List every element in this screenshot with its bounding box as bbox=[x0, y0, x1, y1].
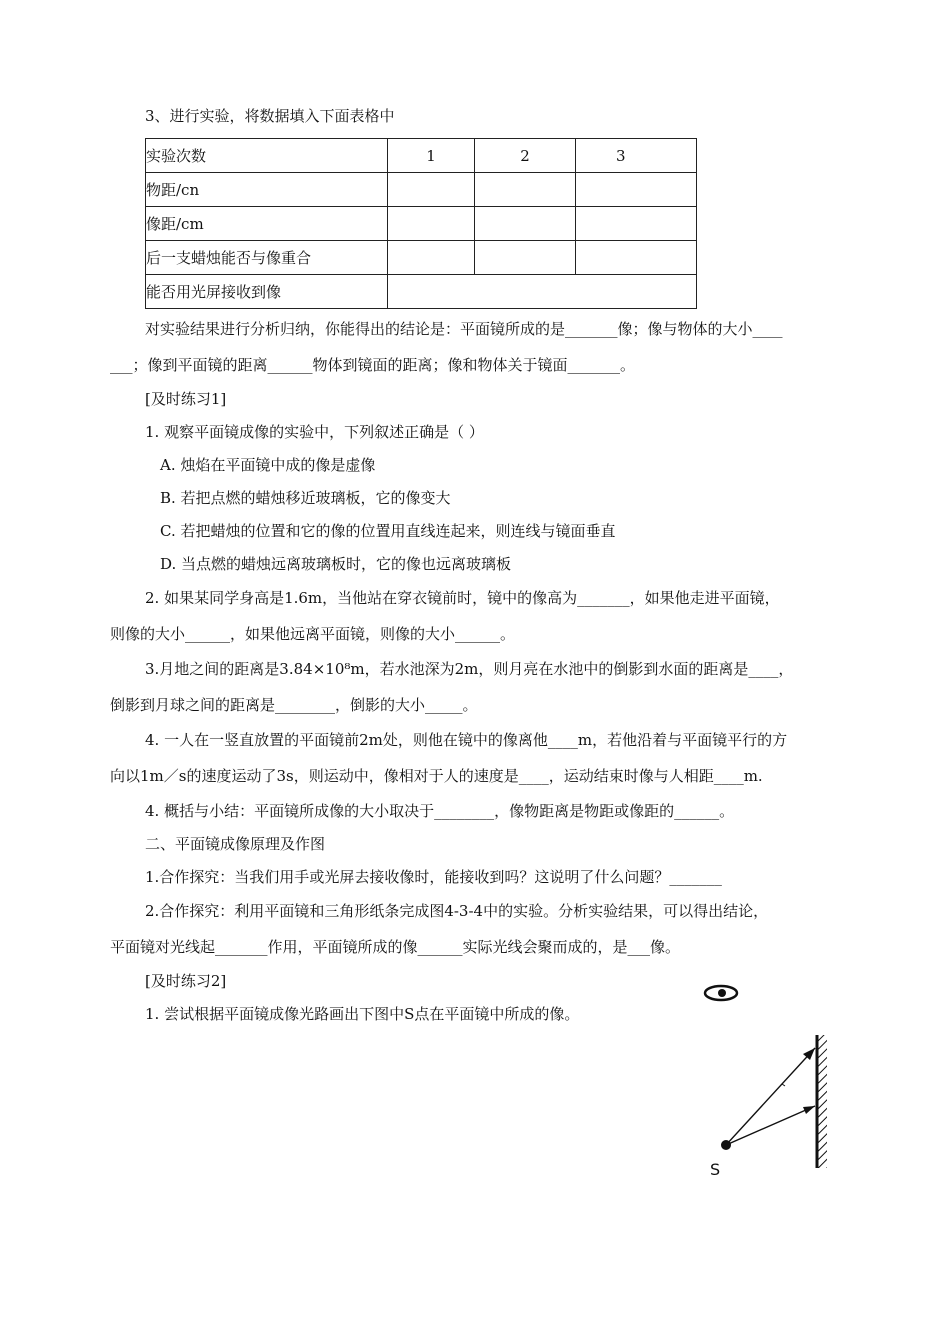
light-rays bbox=[726, 1048, 815, 1145]
practice1-question-4-line-1: 4. 一人在一竖直放置的平面镜前2m处，则他在镜中的像离他____m，若他沿着与平面镜平行的方 bbox=[145, 731, 788, 749]
section2-item-2-line-2: 平面镜对光线起_______作用，平面镜所成的像______实际光线会聚而成的，是___像。 bbox=[110, 938, 681, 956]
option-b: B. 若把点燃的蜡烛移近玻璃板，它的像变大 bbox=[160, 489, 451, 507]
table-header-cell: 1 bbox=[388, 139, 475, 173]
section2-item-1: 1.合作探究：当我们用手或光屏去接收像时，能接收到吗？这说明了什么问题？_______ bbox=[145, 868, 722, 886]
conclusion-line-1: 对实验结果进行分析归纳，你能得出的结论是：平面镜所成的是_______像；像与物体的大小____ bbox=[145, 320, 783, 338]
practice1-question-1: 1. 观察平面镜成像的实验中，下列叙述正确是（ ） bbox=[145, 423, 484, 441]
table-header-cell: 3 bbox=[576, 139, 697, 173]
practice1-question-4-line-2: 向以1m／s的速度运动了3s，则运动中，像相对于人的速度是____，运动结束时像与人相距____m. bbox=[110, 767, 763, 785]
practice2-title: [及时练习2] bbox=[145, 972, 227, 990]
table-row-label: 后一支蜡烛能否与像重合 bbox=[146, 241, 388, 275]
section2-item-2-line-1: 2.合作探究：利用平面镜和三角形纸条完成图4-3-4中的实验。分析实验结果，可以得出结论， bbox=[145, 902, 769, 920]
practice1-question-3-line-1: 3.月地之间的距离是3.84×10⁸m，若水池深为2m，则月亮在水池中的倒影到水面的距离是____， bbox=[145, 660, 794, 678]
option-a: A. 烛焰在平面镜中成的像是虚像 bbox=[160, 456, 376, 474]
plane-mirror bbox=[817, 1035, 827, 1168]
source-point-label: S bbox=[710, 1160, 721, 1179]
option-d: D. 当点燃的蜡烛远离玻璃板时，它的像也远离玻璃板 bbox=[160, 555, 512, 573]
practice1-question-2-line-2: 则像的大小______，如果他远离平面镜，则像的大小______。 bbox=[110, 625, 516, 643]
practice1-question-2-line-1: 2. 如果某同学身高是1.6m，当他站在穿衣镜前时，镜中的像高为_______，如果他走进平面镜， bbox=[145, 589, 780, 607]
conclusion-line-2: ___；像到平面镜的距离______物体到镜面的距离；像和物体关于镜面_______。 bbox=[110, 356, 636, 374]
source-point bbox=[721, 1140, 731, 1150]
practice1-question-3-line-2: 倒影到月球之间的距离是________，倒影的大小_____。 bbox=[110, 696, 478, 714]
table-row-label: 物距/cn bbox=[146, 173, 388, 207]
eye-icon bbox=[705, 986, 737, 1000]
option-c: C. 若把蜡烛的位置和它的像的位置用直线连起来，则连线与镜面垂直 bbox=[160, 522, 616, 540]
table-header-cell: 2 bbox=[475, 139, 576, 173]
section3-heading: 3、进行实验，将数据填入下面表格中 bbox=[145, 107, 395, 125]
table-header-cell: 实验次数 bbox=[146, 139, 388, 173]
table-row-label: 像距/cm bbox=[146, 207, 388, 241]
section2-title: 二、平面镜成像原理及作图 bbox=[145, 835, 326, 853]
practice2-question-1: 1. 尝试根据平面镜成像光路画出下图中S点在平面镜中所成的像。 bbox=[145, 1005, 580, 1023]
table-row-label: 能否用光屏接收到像 bbox=[146, 275, 388, 309]
practice1-title: [及时练习1] bbox=[145, 390, 227, 408]
practice1-summary: 4. 概括与小结：平面镜所成像的大小取决于________，像物距离是物距或像距的______。 bbox=[145, 802, 735, 820]
